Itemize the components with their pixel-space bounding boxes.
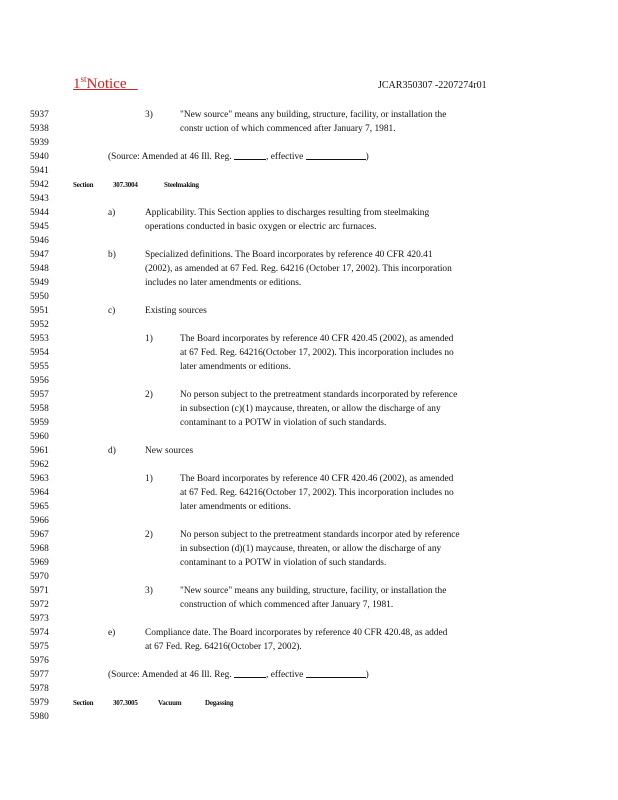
line-number: 5952 (30, 320, 49, 330)
text-line: (2002), as amended at 67 Fed. Reg. 64216 (October 17, 2002). This incorporation (145, 264, 452, 274)
subsection-title: Existing sources (145, 306, 207, 316)
item-marker: e) (108, 628, 116, 638)
text-line: Applicability. This Section applies to discharges resulting from steelmaking (145, 208, 430, 218)
line-number: 5962 (30, 460, 49, 470)
item-marker: 3) (145, 110, 153, 120)
section-label: Section (73, 181, 94, 189)
line-number: 5976 (30, 656, 49, 666)
line-number: 5940 (30, 152, 49, 162)
source-note: (Source: Amended at 46 Ill. Reg. , effective ) (108, 670, 369, 680)
blank-line (234, 668, 266, 678)
text-line: The Board incorporates by reference 40 CFR 420.46 (2002), as amended (180, 474, 454, 484)
section-title: Degassing (205, 699, 234, 707)
notice-heading: 1stNotice (73, 74, 127, 92)
item-marker: 3) (145, 586, 153, 596)
line-number: 5963 (30, 474, 49, 484)
line-number: 5978 (30, 684, 49, 694)
section-number: 307.3004 (113, 181, 138, 189)
section-label: Section (73, 699, 94, 707)
text-line: later amendments or editions. (180, 502, 291, 512)
line-number: 5941 (30, 166, 49, 176)
line-number: 5979 (30, 698, 49, 708)
text-line: No person subject to the pretreatment standards incorpor ated by reference (180, 530, 460, 540)
line-number: 5943 (30, 194, 49, 204)
line-number: 5971 (30, 586, 49, 596)
line-number: 5938 (30, 124, 49, 134)
line-number: 5980 (30, 712, 49, 722)
line-number: 5950 (30, 292, 49, 302)
line-number: 5955 (30, 362, 49, 372)
line-number: 5964 (30, 488, 49, 498)
item-marker: 1) (145, 334, 153, 344)
text-line: operations conducted in basic oxygen or electric arc furnaces. (145, 222, 377, 232)
line-number: 5970 (30, 572, 49, 582)
section-title: Vacuum (158, 699, 182, 707)
line-number: 5961 (30, 446, 49, 456)
line-number: 5937 (30, 110, 49, 120)
line-number: 5942 (30, 180, 49, 190)
item-marker: 1) (145, 474, 153, 484)
item-marker: a) (108, 208, 116, 218)
line-number: 5947 (30, 250, 49, 260)
text-line: in subsection (c)(1) maycause, threaten, or allow the discharge of any (180, 404, 441, 414)
text-line: "New source" means any building, structure, facility, or installation the (180, 586, 447, 596)
text-line: The Board incorporates by reference 40 CFR 420.45 (2002), as amended (180, 334, 454, 344)
line-number: 5965 (30, 502, 49, 512)
text-line: Specialized definitions. The Board incorporates by reference 40 CFR 420.41 (145, 250, 433, 260)
text-line: Compliance date. The Board incorporates by reference 40 CFR 420.48, as added (145, 628, 448, 638)
section-title: Steelmaking (164, 181, 199, 189)
text-line: at 67 Fed. Reg. 64216(October 17, 2002). This incorporation includes no (180, 348, 454, 358)
line-number: 5969 (30, 558, 49, 568)
line-number: 5960 (30, 432, 49, 442)
text-line: at 67 Fed. Reg. 64216(October 17, 2002). This incorporation includes no (180, 488, 454, 498)
text-line: in subsection (d)(1) maycause, threaten, or allow the discharge of any (180, 544, 442, 554)
document-id: JCAR350307 -2207274r01 (378, 80, 487, 91)
text-line: includes no later amendments or editions. (145, 278, 302, 288)
line-number: 5958 (30, 404, 49, 414)
text-line: No person subject to the pretreatment standards incorporated by reference (180, 390, 458, 400)
section-number: 307.3005 (113, 699, 138, 707)
line-number: 5948 (30, 264, 49, 274)
line-number: 5954 (30, 348, 49, 358)
text-line: constr uction of which commenced after January 7, 1981. (180, 124, 396, 134)
item-marker: 2) (145, 390, 153, 400)
text-line: later amendments or editions. (180, 362, 291, 372)
line-number: 5972 (30, 600, 49, 610)
line-number: 5944 (30, 208, 49, 218)
item-marker: d) (108, 446, 116, 456)
item-marker: c) (108, 306, 116, 316)
text-line: contaminant to a POTW in violation of such standards. (180, 418, 387, 428)
line-number: 5973 (30, 614, 49, 624)
blank-line (234, 150, 266, 160)
line-number: 5974 (30, 628, 49, 638)
line-number: 5946 (30, 236, 49, 246)
blank-line (306, 668, 366, 678)
line-number: 5956 (30, 376, 49, 386)
line-number: 5953 (30, 334, 49, 344)
text-line: at 67 Fed. Reg. 64216(October 17, 2002). (145, 642, 302, 652)
text-line: contaminant to a POTW in violation of such standards. (180, 558, 387, 568)
line-number: 5945 (30, 222, 49, 232)
source-note: (Source: Amended at 46 Ill. Reg. , effective ) (108, 152, 369, 162)
line-number: 5959 (30, 418, 49, 428)
subsection-title: New sources (145, 446, 194, 456)
item-marker: b) (108, 250, 116, 260)
blank-line (306, 150, 366, 160)
line-number: 5949 (30, 278, 49, 288)
line-number: 5967 (30, 530, 49, 540)
item-marker: 2) (145, 530, 153, 540)
line-number: 5939 (30, 138, 49, 148)
line-number: 5975 (30, 642, 49, 652)
line-number: 5957 (30, 390, 49, 400)
text-line: "New source" means any building, structure, facility, or installation the (180, 110, 447, 120)
line-number: 5968 (30, 544, 49, 554)
text-line: construction of which commenced after January 7, 1981. (180, 600, 394, 610)
line-number: 5977 (30, 670, 49, 680)
line-number: 5951 (30, 306, 49, 316)
line-number: 5966 (30, 516, 49, 526)
